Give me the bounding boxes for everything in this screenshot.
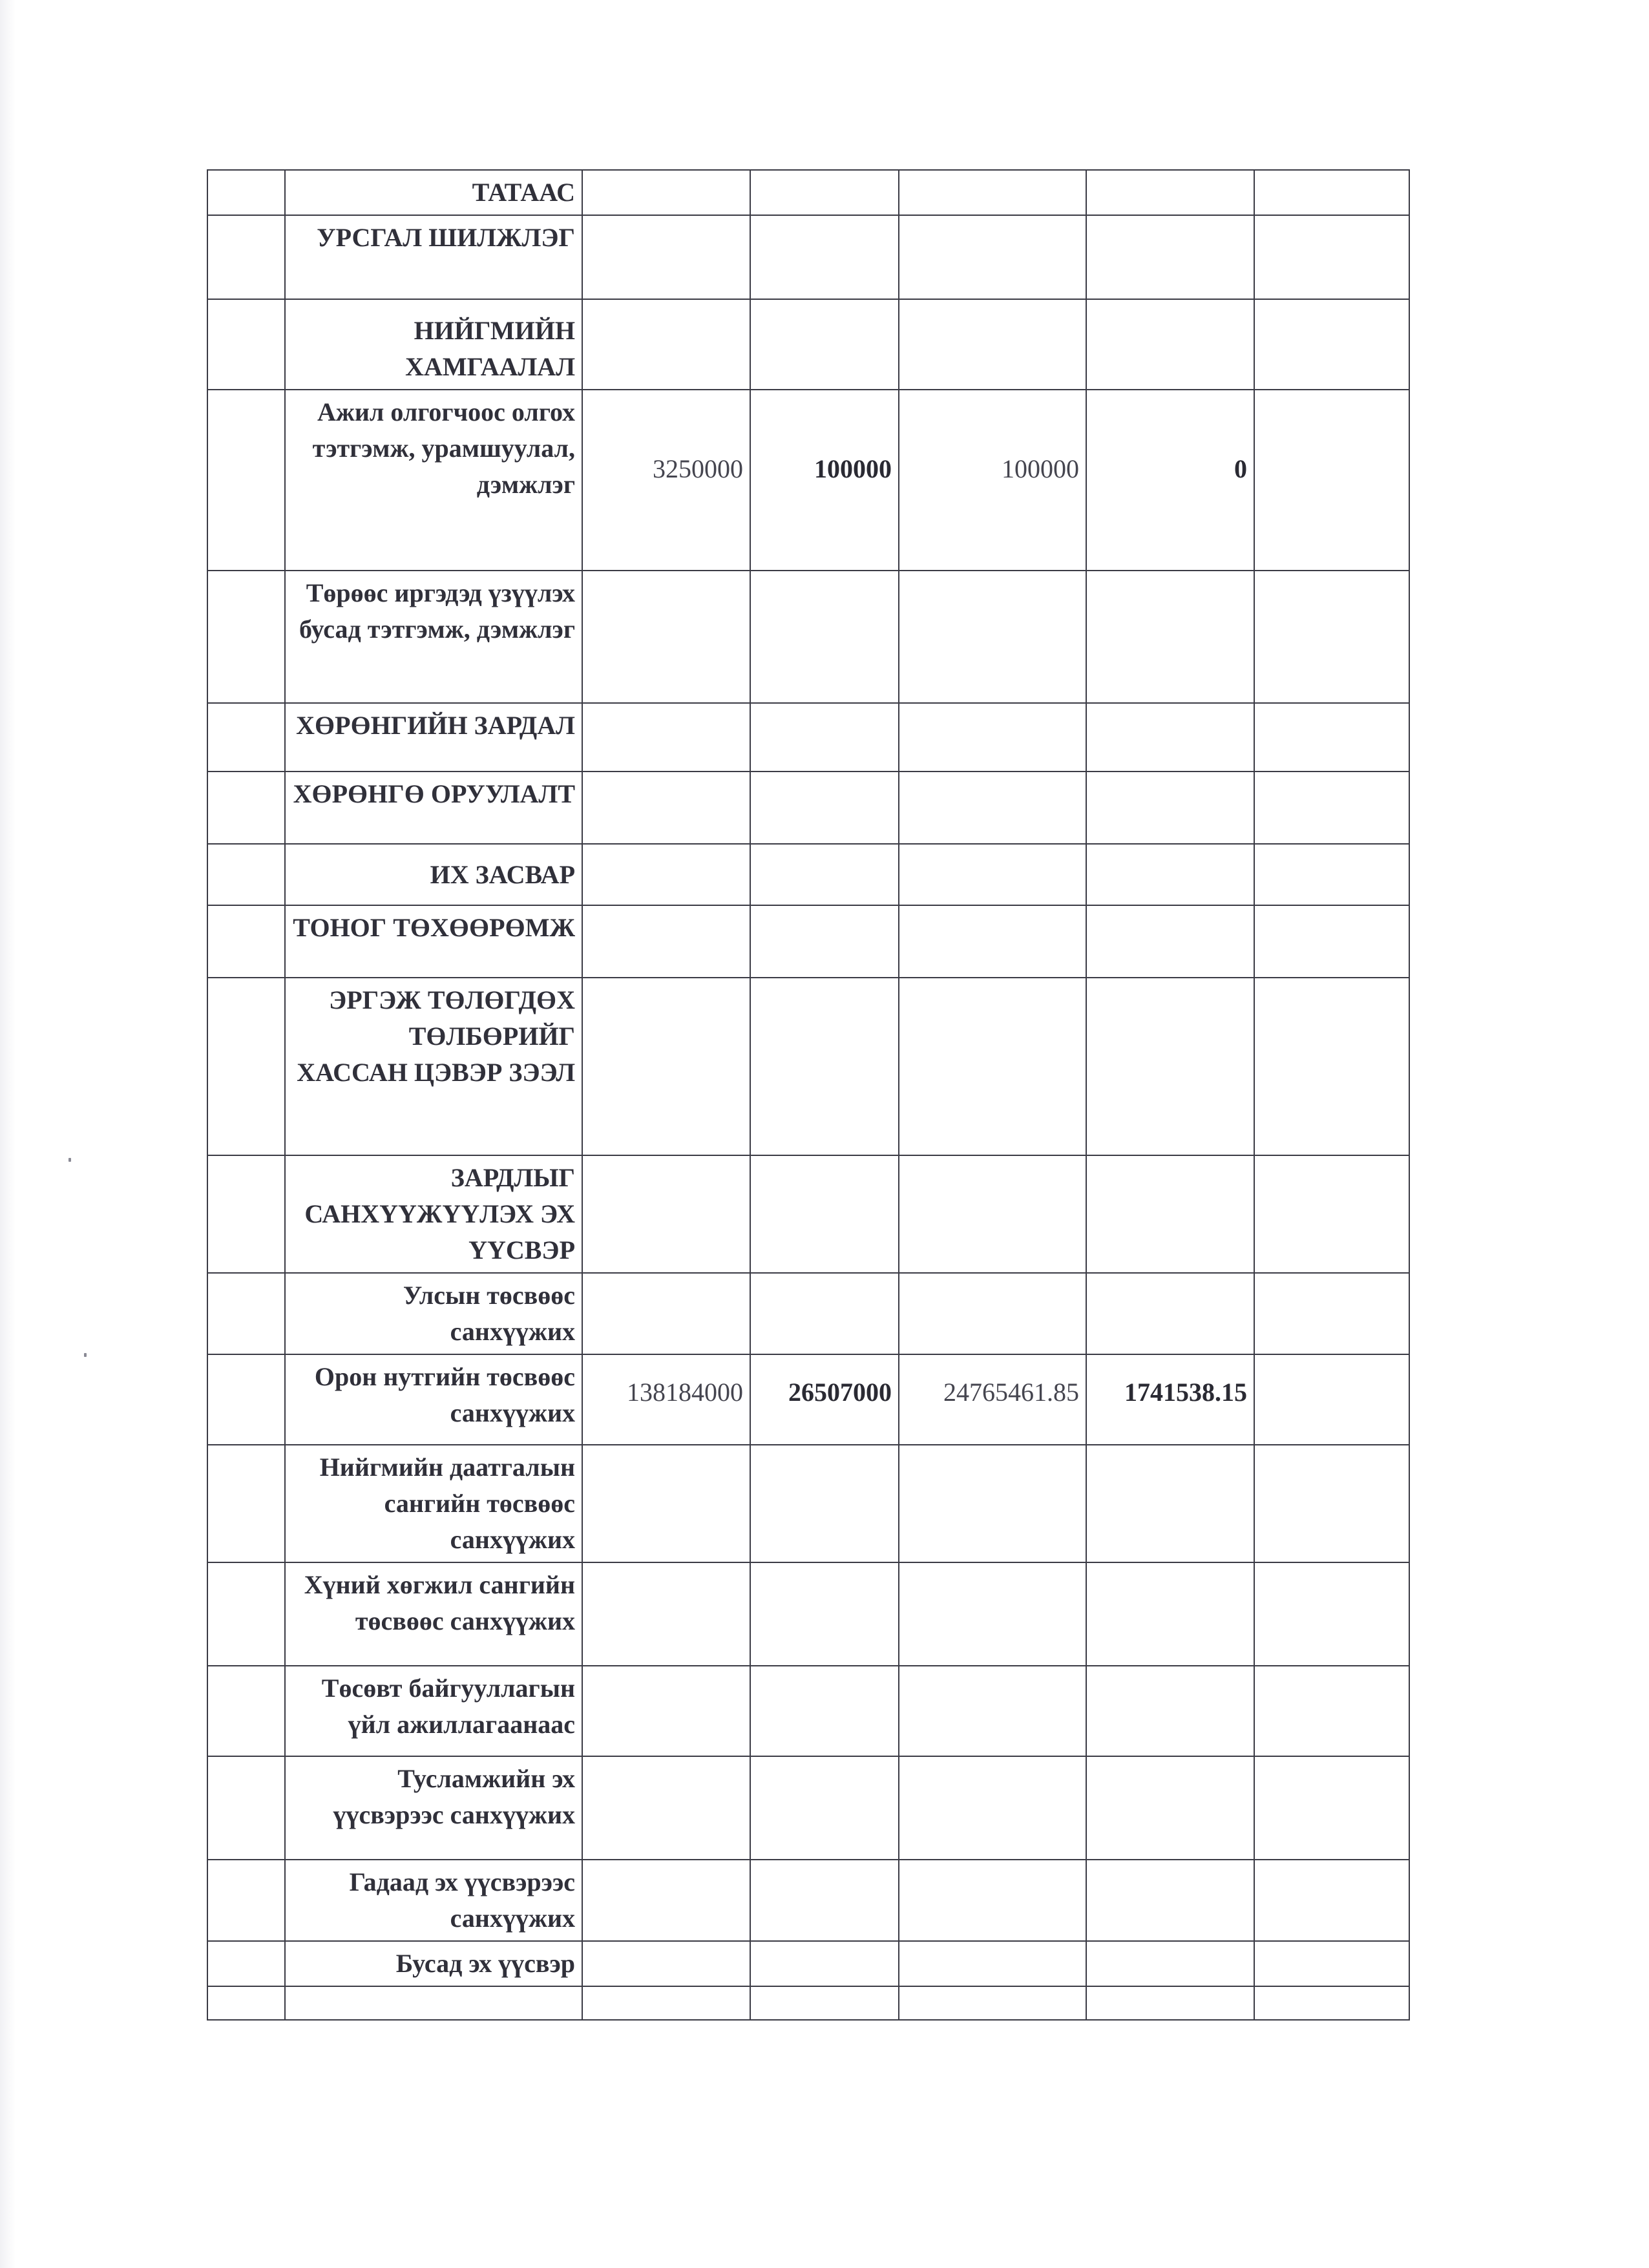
table-row bbox=[207, 844, 1409, 905]
row-label: ЭРГЭЖ ТӨЛӨГДӨХ ТӨЛБӨРИЙГ ХАССАН ЦЭВЭР ЗЭЭЛ bbox=[285, 978, 582, 1155]
value-cell bbox=[1086, 772, 1254, 844]
extra-cell bbox=[1254, 1860, 1409, 1941]
row-label: Орон нутгийн төсвөөс санхүүжих bbox=[285, 1354, 582, 1445]
value-cell bbox=[750, 1860, 899, 1941]
value-cell bbox=[1086, 978, 1254, 1155]
table-row bbox=[207, 978, 1409, 1155]
value-cell bbox=[899, 1756, 1086, 1860]
value-cell bbox=[899, 571, 1086, 703]
value-cell bbox=[1086, 1756, 1254, 1860]
value-cell bbox=[899, 215, 1086, 299]
row-label: Төсөвт байгууллагын үйл ажиллагаанаас bbox=[285, 1666, 582, 1756]
value-cell bbox=[750, 1756, 899, 1860]
value-cell: 3250000 bbox=[582, 390, 750, 571]
table-row bbox=[207, 1273, 1409, 1354]
row-label: Улсын төсвөөс санхүүжих bbox=[285, 1273, 582, 1354]
table-row bbox=[207, 1941, 1409, 1986]
extra-cell bbox=[1254, 170, 1409, 215]
budget-table-container bbox=[207, 169, 1409, 2021]
value-cell bbox=[582, 1666, 750, 1756]
value-cell bbox=[899, 1273, 1086, 1354]
row-label: Бусад эх үүсвэр bbox=[285, 1941, 582, 1986]
value-cell bbox=[899, 1986, 1086, 2020]
value-cell bbox=[750, 1986, 899, 2020]
value-cell bbox=[582, 1860, 750, 1941]
value-cell bbox=[750, 1666, 899, 1756]
value-cell bbox=[750, 1562, 899, 1666]
value-cell bbox=[899, 170, 1086, 215]
table-row bbox=[207, 299, 1409, 390]
row-index-cell bbox=[207, 299, 285, 390]
row-label: УРСГАЛ ШИЛЖЛЭГ bbox=[285, 215, 582, 299]
extra-cell bbox=[1254, 571, 1409, 703]
value-cell bbox=[1086, 1941, 1254, 1986]
value-cell bbox=[899, 1445, 1086, 1562]
extra-cell bbox=[1254, 703, 1409, 772]
value-cell bbox=[582, 905, 750, 978]
value-cell bbox=[582, 215, 750, 299]
table-row bbox=[207, 1155, 1409, 1273]
row-index-cell bbox=[207, 1445, 285, 1562]
value-cell bbox=[899, 1562, 1086, 1666]
value-cell bbox=[750, 1273, 899, 1354]
value-cell bbox=[899, 299, 1086, 390]
value-cell bbox=[1086, 1666, 1254, 1756]
extra-cell bbox=[1254, 1273, 1409, 1354]
extra-cell bbox=[1254, 905, 1409, 978]
value-cell bbox=[582, 772, 750, 844]
value-cell bbox=[750, 772, 899, 844]
value-cell bbox=[1086, 844, 1254, 905]
row-index-cell bbox=[207, 1941, 285, 1986]
extra-cell bbox=[1254, 1986, 1409, 2020]
table-row bbox=[207, 390, 1409, 571]
row-index-cell bbox=[207, 1273, 285, 1354]
value-cell bbox=[582, 1273, 750, 1354]
value-cell bbox=[582, 299, 750, 390]
row-label: Ажил олгогчоос олгох тэтгэмж, урамшуулал, дэмжлэг bbox=[285, 390, 582, 571]
table-row bbox=[207, 1354, 1409, 1445]
value-cell bbox=[899, 844, 1086, 905]
row-index-cell bbox=[207, 1986, 285, 2020]
value-cell: 0 bbox=[1086, 390, 1254, 571]
value-cell bbox=[899, 1941, 1086, 1986]
table-row bbox=[207, 1986, 1409, 2020]
row-index-cell bbox=[207, 844, 285, 905]
table-row bbox=[207, 703, 1409, 772]
extra-cell bbox=[1254, 1666, 1409, 1756]
row-index-cell bbox=[207, 905, 285, 978]
row-index-cell bbox=[207, 390, 285, 571]
row-index-cell bbox=[207, 571, 285, 703]
row-label: ХӨРӨНГИЙН ЗАРДАЛ bbox=[285, 703, 582, 772]
table-row bbox=[207, 1756, 1409, 1860]
row-index-cell bbox=[207, 978, 285, 1155]
table-row bbox=[207, 170, 1409, 215]
row-label: ТАТААС bbox=[285, 170, 582, 215]
value-cell bbox=[582, 1986, 750, 2020]
value-cell bbox=[582, 170, 750, 215]
value-cell: 26507000 bbox=[750, 1354, 899, 1445]
value-cell bbox=[582, 844, 750, 905]
value-cell bbox=[750, 299, 899, 390]
extra-cell bbox=[1254, 215, 1409, 299]
value-cell bbox=[899, 772, 1086, 844]
row-label: Хүний хөгжил сангийн төсвөөс санхүүжих bbox=[285, 1562, 582, 1666]
value-cell: 100000 bbox=[899, 390, 1086, 571]
value-cell bbox=[582, 1941, 750, 1986]
table-row bbox=[207, 1445, 1409, 1562]
extra-cell bbox=[1254, 978, 1409, 1155]
row-index-cell bbox=[207, 1354, 285, 1445]
extra-cell bbox=[1254, 1941, 1409, 1986]
value-cell bbox=[582, 703, 750, 772]
value-cell bbox=[899, 703, 1086, 772]
row-label: Төрөөс иргэдэд үзүүлэх бусад тэтгэмж, дэмжлэг bbox=[285, 571, 582, 703]
value-cell bbox=[582, 1155, 750, 1273]
value-cell bbox=[899, 1860, 1086, 1941]
row-label bbox=[285, 1986, 582, 2020]
table-row bbox=[207, 215, 1409, 299]
extra-cell bbox=[1254, 844, 1409, 905]
value-cell bbox=[750, 1445, 899, 1562]
value-cell bbox=[750, 571, 899, 703]
value-cell: 24765461.85 bbox=[899, 1354, 1086, 1445]
value-cell bbox=[1086, 170, 1254, 215]
extra-cell bbox=[1254, 1155, 1409, 1273]
table-row bbox=[207, 1860, 1409, 1941]
extra-cell bbox=[1254, 1354, 1409, 1445]
row-label: ЗАРДЛЫГ САНХҮҮЖҮҮЛЭХ ЭХ ҮҮСВЭР bbox=[285, 1155, 582, 1273]
row-index-cell bbox=[207, 170, 285, 215]
row-index-cell bbox=[207, 1756, 285, 1860]
value-cell bbox=[750, 905, 899, 978]
value-cell bbox=[1086, 905, 1254, 978]
extra-cell bbox=[1254, 1562, 1409, 1666]
value-cell bbox=[1086, 1562, 1254, 1666]
value-cell bbox=[1086, 1273, 1254, 1354]
value-cell bbox=[1086, 1155, 1254, 1273]
value-cell bbox=[750, 1155, 899, 1273]
value-cell bbox=[1086, 299, 1254, 390]
extra-cell bbox=[1254, 772, 1409, 844]
table-row bbox=[207, 905, 1409, 978]
value-cell bbox=[1086, 1445, 1254, 1562]
value-cell bbox=[582, 571, 750, 703]
value-cell bbox=[1086, 215, 1254, 299]
extra-cell bbox=[1254, 1445, 1409, 1562]
margin-mark bbox=[68, 1158, 71, 1162]
budget-table bbox=[207, 169, 1410, 2021]
value-cell: 100000 bbox=[750, 390, 899, 571]
value-cell bbox=[1086, 571, 1254, 703]
table-row bbox=[207, 571, 1409, 703]
row-index-cell bbox=[207, 703, 285, 772]
row-index-cell bbox=[207, 1562, 285, 1666]
value-cell bbox=[750, 170, 899, 215]
row-index-cell bbox=[207, 1666, 285, 1756]
table-row bbox=[207, 1666, 1409, 1756]
extra-cell bbox=[1254, 390, 1409, 571]
row-index-cell bbox=[207, 1860, 285, 1941]
row-index-cell bbox=[207, 215, 285, 299]
value-cell bbox=[750, 1941, 899, 1986]
value-cell bbox=[899, 1155, 1086, 1273]
value-cell: 138184000 bbox=[582, 1354, 750, 1445]
table-row bbox=[207, 772, 1409, 844]
value-cell bbox=[582, 978, 750, 1155]
value-cell bbox=[1086, 703, 1254, 772]
row-label: ХӨРӨНГӨ ОРУУЛАЛТ bbox=[285, 772, 582, 844]
row-label: ИХ ЗАСВАР bbox=[285, 844, 582, 905]
value-cell bbox=[1086, 1860, 1254, 1941]
row-label: Гадаад эх үүсвэрээс санхүүжих bbox=[285, 1860, 582, 1941]
margin-mark bbox=[84, 1353, 87, 1357]
value-cell bbox=[750, 215, 899, 299]
row-index-cell bbox=[207, 1155, 285, 1273]
row-label: Нийгмийн даатгалын сангийн төсвөөс санхүүжих bbox=[285, 1445, 582, 1562]
extra-cell bbox=[1254, 1756, 1409, 1860]
scan-edge-shadow bbox=[0, 0, 16, 2268]
value-cell bbox=[582, 1445, 750, 1562]
value-cell bbox=[1086, 1986, 1254, 2020]
row-label: Тусламжийн эх үүсвэрээс санхүүжих bbox=[285, 1756, 582, 1860]
value-cell: 1741538.15 bbox=[1086, 1354, 1254, 1445]
value-cell bbox=[899, 1666, 1086, 1756]
value-cell bbox=[750, 703, 899, 772]
value-cell bbox=[899, 905, 1086, 978]
value-cell bbox=[750, 844, 899, 905]
row-label: ТОНОГ ТӨХӨӨРӨМЖ bbox=[285, 905, 582, 978]
value-cell bbox=[582, 1756, 750, 1860]
row-label: НИЙГМИЙН ХАМГААЛАЛ bbox=[285, 299, 582, 390]
value-cell bbox=[582, 1562, 750, 1666]
extra-cell bbox=[1254, 299, 1409, 390]
value-cell bbox=[899, 978, 1086, 1155]
table-row bbox=[207, 1562, 1409, 1666]
row-index-cell bbox=[207, 772, 285, 844]
value-cell bbox=[750, 978, 899, 1155]
